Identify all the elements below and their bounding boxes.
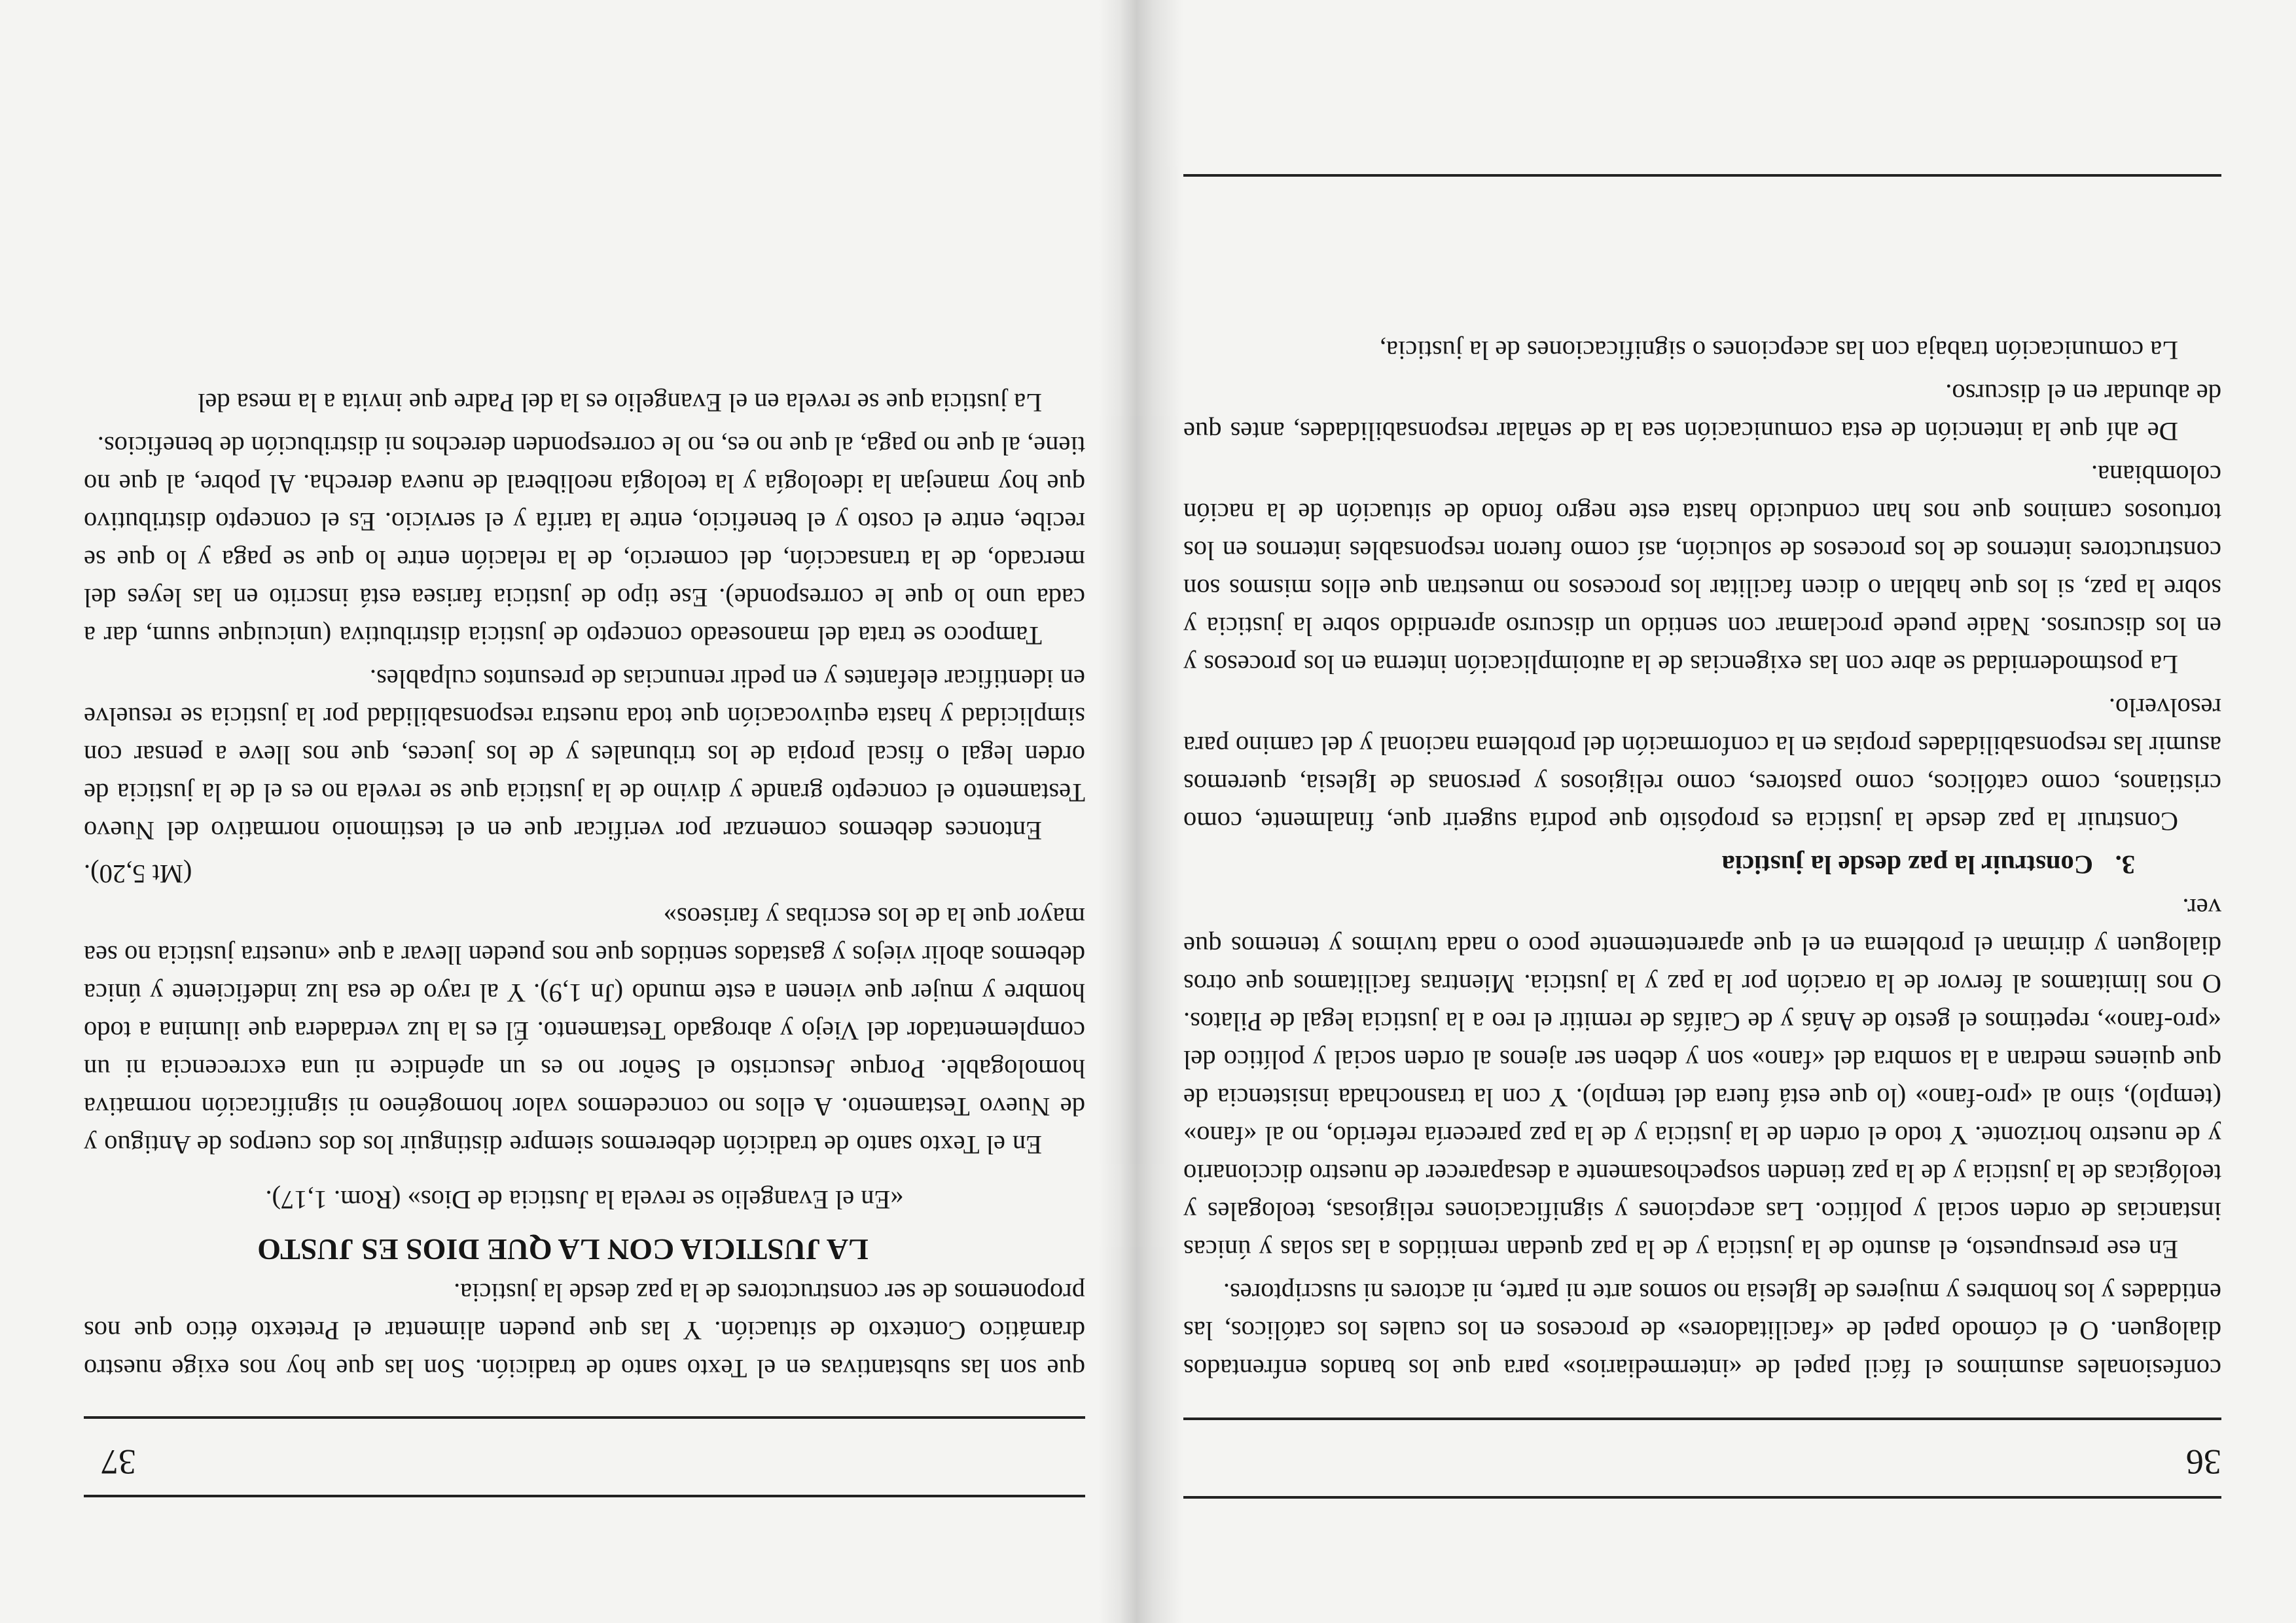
paragraph: confesionales asumimos el fácil papel de «intermediarios» para que los bandos enfrentados dialoguen. O el cómodo papel de «facilitadores» de procesos en los cuales los católicos, las entidades y los hombres y mujeres de Iglesia no somos arte ni parte, ni actores ni suscriptores. bbox=[1183, 1278, 2221, 1383]
paragraph: De ahí que la intención de esta comunicación sea la de señalar responsabilidades, antes que de abundar en el discurso. bbox=[1183, 379, 2221, 446]
paragraph: Tampoco se trata del manoseado concepto de justicia distributiva (unicuique suum, dar a cada uno lo que le corresponde). Ese tipo de justicia farisea está inscrito en las leyes del mercado, de la transacción, del comercio, de la relación entre lo que se paga y lo que se recibe, entre el costo y el beneficio, entre la tarifa y el servicio. Es el concepto distributivo que hoy manejan la ideología y la teología neoliberal de nueva derecha. Al pobre, al que no tiene, al que no paga, al que no es, no le corresponden derechos ni distribución de beneficios. bbox=[84, 431, 1085, 651]
body-text bbox=[84, 378, 1085, 1387]
paragraph: La postmodernidad se abre con las exigencias de la autoimplicación interna en los procesos y en los discursos. Nadie puede proclamar con sentido un discurso aprendido sobre la justicia y sobre la paz, si los que hablan o dicen facilitar los procesos no muestran que ellos mismos son constructores internos de los procesos de solución, así como fueron responsables internos en los tortuosos caminos que nos han conducido hasta este negro fondo de situación de la nación colombiana. bbox=[1183, 460, 2221, 679]
paragraph: La comunicación trabaja con las acepciones o significaciones de la justicia, bbox=[1379, 336, 2178, 365]
footer-rule bbox=[1183, 174, 2221, 177]
folio: 36 bbox=[2186, 1442, 2221, 1482]
header-rule bbox=[84, 1416, 1085, 1419]
chapter-title: LA JUSTICIA CON LA QUE DIOS ES JUSTO bbox=[257, 1233, 869, 1266]
header-rule bbox=[1183, 1418, 2221, 1420]
epigraph-quote: «En el Evangelio se revela la Justicia de Dios» (Rom. 1,17). bbox=[265, 1185, 904, 1215]
section-number: 3. bbox=[2115, 850, 2135, 880]
header-rule bbox=[84, 1495, 1085, 1497]
paragraph: En el Texto santo de tradición deberemos siempre distinguir los dos cuerpos de Antiguo y de Nuevo Testamento. A ellos no concedemos valor homogéneo ni significación normativa homologable. Porque Jesucristo el Señor no es un apéndice ni una excrecencia ni un complementador del Viejo y abrogado Testamento. Él es la luz verdadera que ilumina a todo hombre y mujer que vienen a este mundo (Jn 1,9). Y al rayo de esa luz indeficiente y única debemos abolir viejos y gastados sentidos que nos pueden llevar a que «nuestra justicia no sea mayor que la de los escribas y fariseos» bbox=[84, 902, 1085, 1160]
scripture-reference: (Mt 5,20). bbox=[84, 859, 192, 889]
body-text bbox=[1183, 326, 2221, 1387]
paragraph: Construir la paz desde la justicia es propósito que podría sugerir que, finalmente, como cristianos, como católicos, como pastores, como religiosos y personas de Iglesia, queremos asumir las responsabilidades propias en la conformación del problema nacional y del camino para resolverlo. bbox=[1183, 693, 2221, 836]
page-36 bbox=[1157, 0, 2296, 1623]
paragraph: En ese presupuesto, el asunto de la justicia y de la paz quedan remitidos a las solas y únicas instancias de orden social y político. Las acepciones y significaciones religiosas, teologales y teológicas de la justicia y de la paz tienden sospechosamente a desaparecer de nuestro diccionario y de nuestro horizonte. Y todo el orden de la justicia y de la paz parecería referido, no al «fano» (templo), sino al «pro-fano» (lo que está fuera del templo). Y con la trasnochada insistencia de que quienes medran a la sombra del «fano» son y deben ser ajenos al orden social y político del «pro-fano», repetimos el gesto de Anás y de Caifás de remitir el reo a la justicia legal de Pilatos. O nos limitamos al fervor de la oración por la paz y la justicia. Mientras facilitamos que otros dialoguen y diriman el problema en el que aparentemente poco o nada tuvimos y tenemos que ver. bbox=[1183, 893, 2221, 1264]
section-heading bbox=[1183, 846, 2221, 883]
paragraph: que son las substantivas en el Texto santo de tradición. Son las que hoy nos exige nuestro dramático Contexto de situación. Y las que pueden alimentar el Pretexto ético que nos proponemos de ser constructores de la paz desde la justicia. bbox=[84, 1278, 1085, 1383]
paragraph: La justicia que se revela en el Evangelio es la del Padre que invita a la mesa del bbox=[198, 388, 1042, 418]
page-37 bbox=[0, 0, 1131, 1623]
paragraph: Entonces debemos comenzar por verificar que en el testimonio normativo del Nuevo Testamento el concepto grande y divino de la justicia que se revela no es el de la justicia de orden legal o fiscal propia de los tribunales y de los jueces, que nos lleve a pensar con simplicidad y hasta equivocación que toda nuestra responsabilidad por la justicia se resuelve en identificar elefantes y en pedir renuncias de presuntos culpables. bbox=[84, 664, 1085, 846]
folio: 37 bbox=[101, 1442, 136, 1482]
header-rule bbox=[1183, 1496, 2221, 1499]
section-title: Construir la paz desde la justicia bbox=[1721, 850, 2093, 880]
book-gutter-shadow bbox=[1098, 0, 1183, 1623]
